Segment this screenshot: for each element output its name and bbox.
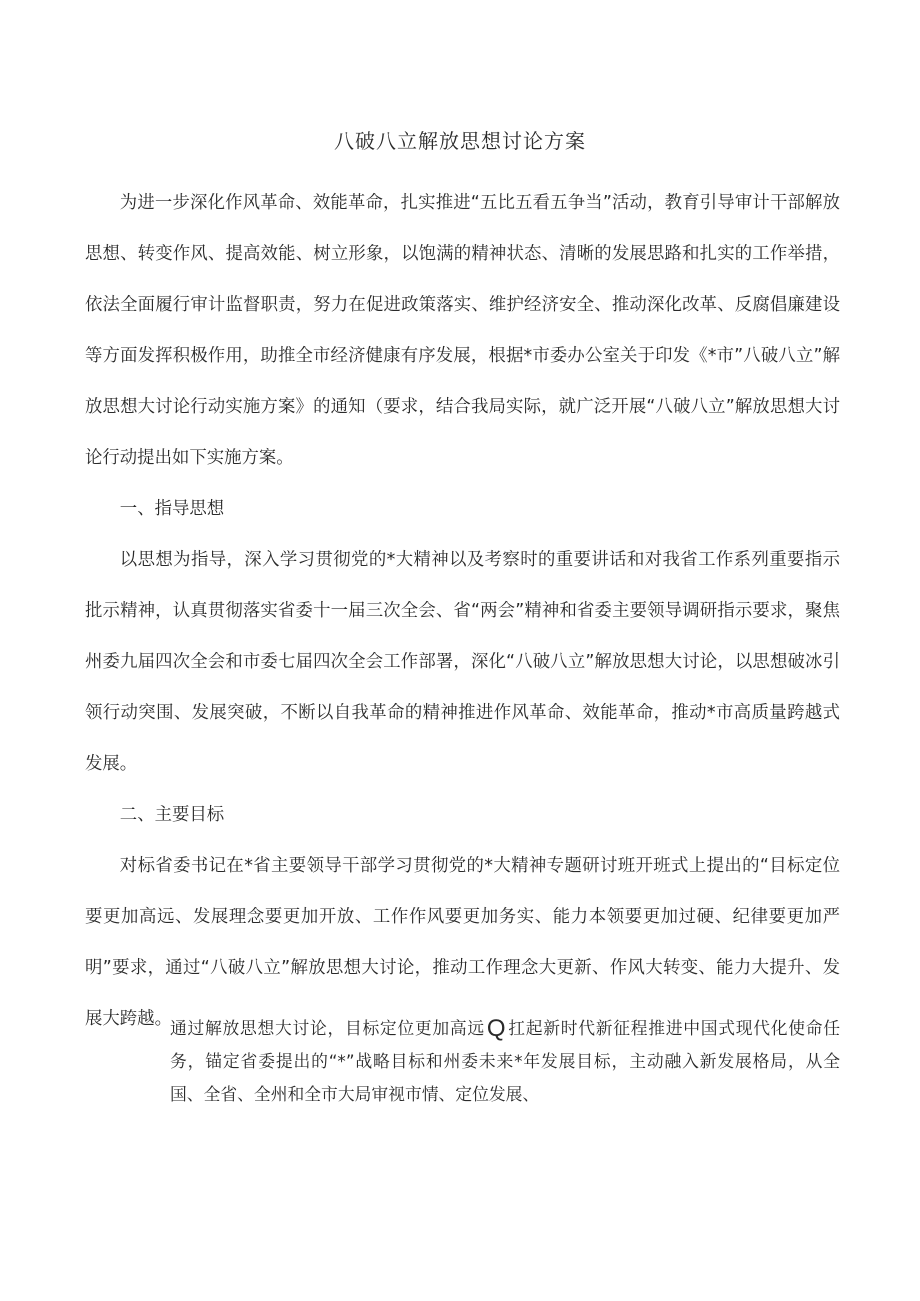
section-heading-main-goals: 二、主要目标	[119, 805, 225, 825]
indented-text-part1: 通过解放思想大讨论，目标定位更加高远	[170, 1018, 485, 1038]
indented-paragraph	[170, 1012, 840, 1111]
section-heading-guiding-thought: 一、指导思想	[119, 499, 225, 519]
indented-text-block	[170, 1012, 840, 1111]
guiding-thought-paragraph: 以思想为指导，深入学习贯彻党的*大精神以及考察时的重要讲话和对我省工作系列重要指示批示精神，认真贯彻落实省委十一届三次全会、省“两会”精神和省委主要领导调研指示要求，聚焦州委九届四次全会和市委七届四次全会工作部署，深化“八破八立”解放思想大讨论，以思想破冰引领行动突围、发展突破，不断以自我革命的精神推进作风革命、效能革命，推动*市高质量跨越式发展。	[85, 550, 840, 774]
intro-paragraph: 为进一步深化作风革命、效能革命，扎实推进“五比五看五争当”活动，教育引导审计干部解放思想、转变作风、提高效能、树立形象，以饱满的精神状态、清晰的发展思路和扎实的工作举措，依法全面履行审计监督职责，努力在促进政策落实、维护经济安全、推动深化改革、反腐倡廉建设等方面发挥积极作用，助推全市经济健康有序发展，根据*市委办公室关于印发《*市”八破八立”解放思想大讨论行动实施方案》的通知（要求，结合我局实际，就广泛开展“八破八立”解放思想大讨论行动提出如下实施方案。	[85, 193, 840, 468]
main-goals-paragraph: 对标省委书记在*省主要领导干部学习贯彻党的*大精神专题研讨班开班式上提出的“目标定位要更加高远、发展理念要更加开放、工作作风要更加务实、能力本领要更加过硬、纪律要更加严明”要求，通过“八破八立”解放思想大讨论，推动工作理念大更新、作风大转变、能力大提升、发展大跨越。	[85, 856, 840, 1029]
q-glyph: Q	[486, 1015, 506, 1042]
document-body	[85, 178, 840, 1045]
document-title: 八破八立解放思想讨论方案	[334, 129, 586, 153]
indented-text-part2: 扛起新时代新征程推进中国式现代化使命任务，锚定省委提出的“*”战略目标和州委未来*年发展目标，主动融入新发展格局，从全国、全省、全州和全市大局审视市情、定位发展、	[170, 1018, 840, 1104]
